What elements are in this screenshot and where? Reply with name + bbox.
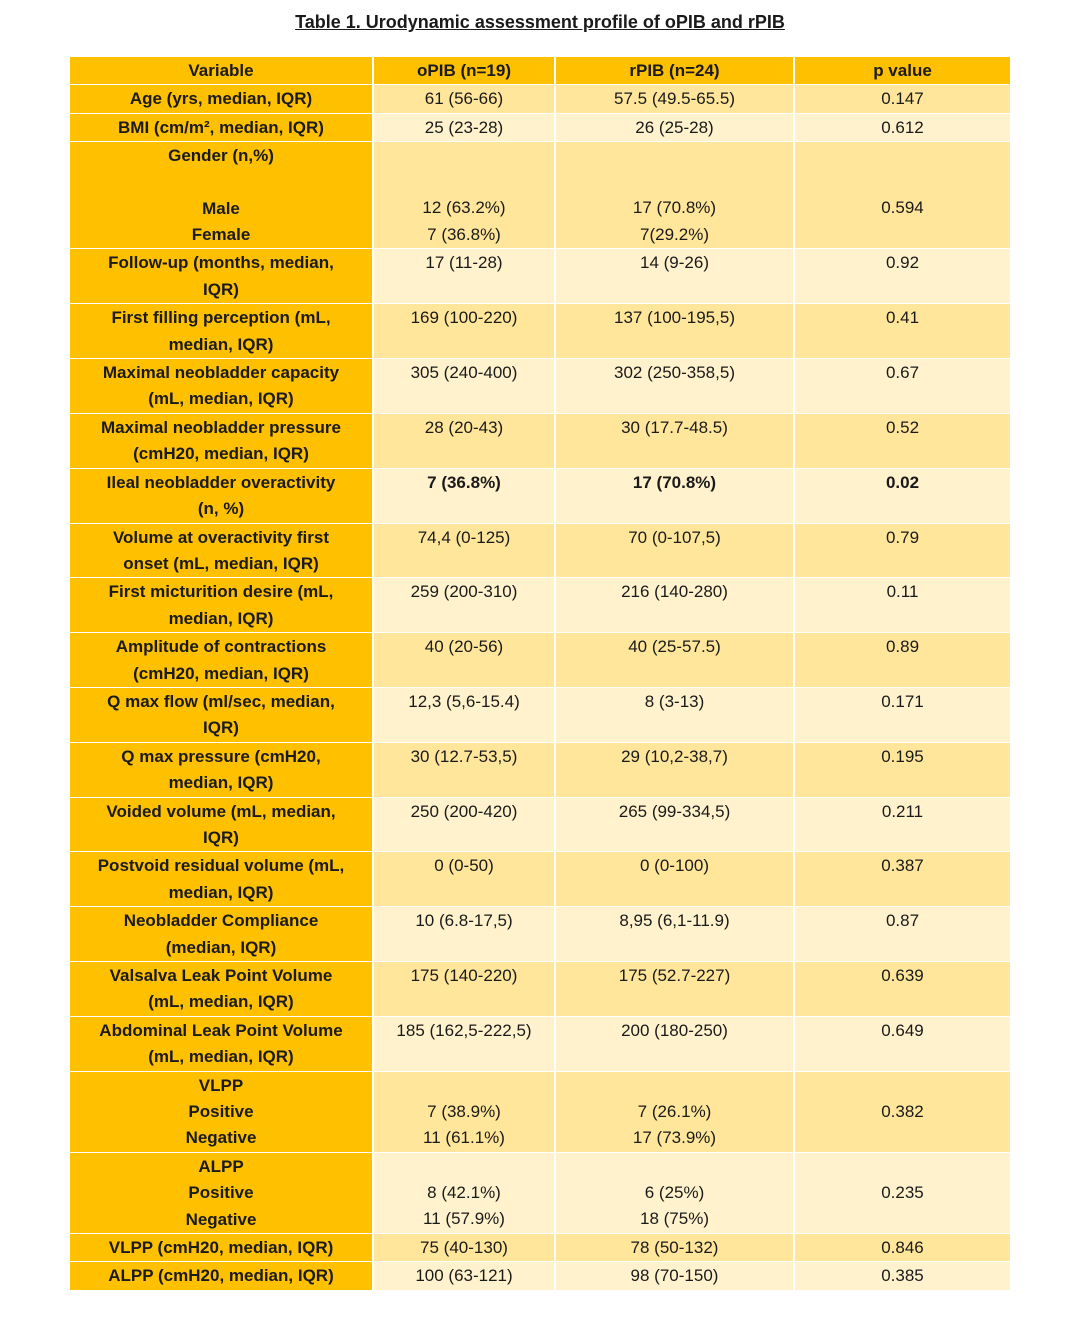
cell-rpib (555, 852, 794, 907)
cell-line: Volume at overactivity first (112, 527, 330, 547)
cell-line: (n, %) (197, 499, 245, 519)
cell-line: 216 (140-280) (621, 582, 728, 602)
table-header-row (70, 57, 1010, 85)
cell-line: 0.171 (881, 691, 924, 711)
cell-line: 0.89 (885, 637, 920, 657)
cell-line: 259 (200-310) (410, 582, 518, 602)
cell-opib (373, 1152, 555, 1233)
cell-line: 11 (61.1%) (423, 1128, 505, 1148)
cell-line: 7 (36.8%) (427, 472, 501, 492)
cell-rpib (555, 1071, 794, 1152)
cell-variable (70, 852, 373, 907)
cell-line (562, 143, 787, 169)
cell-variable (70, 113, 373, 141)
cell-line (562, 169, 787, 195)
cell-line: (cmH20, median, IQR) (133, 444, 309, 464)
cell-variable (70, 85, 373, 113)
cell-line: Age (yrs, median, IQR) (129, 89, 313, 109)
cell-line: 0.195 (881, 746, 924, 766)
cell-line: 25 (23-28) (424, 117, 504, 137)
cell-line: 7 (26.1%) (637, 1101, 712, 1121)
table-row (70, 468, 1010, 523)
cell-line: (mL, median, IQR) (148, 992, 294, 1012)
cell-rpib (555, 687, 794, 742)
cell-line: VLPP (cmH20, median, IQR) (108, 1238, 334, 1258)
cell-line: Amplitude of contractions (115, 637, 327, 657)
cell-line: 0 (0-50) (434, 856, 494, 876)
cell-line (76, 170, 366, 196)
cell-line: 0.92 (885, 253, 920, 273)
cell-rpib (555, 113, 794, 141)
cell-line: Maximal neobladder pressure (101, 417, 341, 437)
cell-variable (70, 142, 373, 249)
cell-line: Gender (n,%) (168, 146, 274, 166)
cell-p-value (794, 907, 1010, 962)
cell-line: 0.87 (885, 911, 920, 931)
cell-line: Voided volume (mL, median, (106, 801, 336, 821)
cell-line (380, 169, 548, 195)
cell-line: 75 (40-130) (420, 1238, 508, 1258)
cell-variable (70, 413, 373, 468)
cell-line: 0.147 (881, 89, 924, 109)
cell-line: 26 (25-28) (635, 117, 714, 137)
cell-variable (70, 962, 373, 1017)
cell-line: 57.5 (49.5-65.5) (614, 89, 735, 109)
cell-opib (373, 1071, 555, 1152)
cell-line: 17 (70.8%) (632, 198, 717, 218)
cell-line: BMI (cm/m², median, IQR) (118, 117, 324, 137)
cell-p-value (794, 304, 1010, 359)
cell-p-value (794, 468, 1010, 523)
cell-line: IQR) (203, 827, 239, 847)
cell-p-value (794, 359, 1010, 414)
cell-line: IQR) (203, 718, 239, 738)
cell-opib (373, 85, 555, 113)
cell-line: Q max pressure (cmH20, (121, 746, 321, 766)
cell-line: 200 (180-250) (621, 1020, 728, 1040)
cell-line: (mL, median, IQR) (148, 1047, 294, 1067)
cell-line: 12,3 (5,6-15.4) (408, 691, 520, 711)
cell-line: 0.02 (885, 472, 920, 492)
cell-opib (373, 907, 555, 962)
cell-variable (70, 1016, 373, 1071)
cell-opib (373, 468, 555, 523)
cell-p-value (794, 687, 1010, 742)
cell-line: 40 (20-56) (424, 637, 504, 657)
table-row (70, 797, 1010, 852)
cell-line: First filling perception (mL, (111, 308, 331, 328)
cell-line: ALPP (198, 1156, 244, 1176)
urodynamic-table (70, 56, 1010, 1290)
cell-line: 100 (63-121) (415, 1266, 513, 1286)
cell-line: 175 (52.7-227) (618, 966, 731, 985)
cell-rpib (555, 304, 794, 359)
cell-opib (373, 113, 555, 141)
cell-rpib (555, 359, 794, 414)
table-row (70, 304, 1010, 359)
cell-line: 7 (36.8%) (427, 224, 501, 244)
cell-rpib (555, 523, 794, 578)
cell-variable (70, 468, 373, 523)
cell-line: 0.612 (881, 117, 924, 137)
cell-rpib (555, 797, 794, 852)
cell-opib (373, 687, 555, 742)
cell-p-value (794, 1262, 1010, 1290)
cell-line: 169 (100-220) (410, 308, 518, 328)
cell-line: 0.11 (886, 582, 919, 602)
cell-rpib (555, 1016, 794, 1071)
table-row (70, 85, 1010, 113)
cell-line: onset (mL, median, IQR) (123, 553, 319, 573)
cell-rpib (555, 1152, 794, 1233)
cell-rpib (555, 962, 794, 1017)
cell-line: Q max flow (ml/sec, median, (107, 691, 335, 711)
cell-opib (373, 578, 555, 633)
cell-line: 11 (57.9%) (423, 1209, 505, 1229)
cell-line: (mL, median, IQR) (148, 389, 294, 409)
cell-line: Postvoid residual volume (mL, (97, 856, 345, 876)
cell-rpib (555, 468, 794, 523)
cell-line: 17 (70.8%) (632, 472, 717, 492)
cell-line: median, IQR) (168, 608, 274, 628)
table-row (70, 1071, 1010, 1152)
cell-line: Female (191, 225, 251, 245)
cell-line: Abdominal Leak Point Volume (99, 1020, 343, 1040)
cell-variable (70, 359, 373, 414)
cell-p-value (794, 113, 1010, 141)
cell-line: Maximal neobladder capacity (102, 363, 340, 383)
cell-p-value (794, 413, 1010, 468)
cell-rpib (555, 1234, 794, 1262)
cell-opib (373, 413, 555, 468)
cell-p-value (794, 962, 1010, 1017)
cell-line (801, 1154, 1004, 1180)
header-opib: oPIB (n=19) (373, 57, 555, 85)
cell-line: 6 (25%) (644, 1182, 705, 1202)
table-row (70, 633, 1010, 688)
table-row (70, 1234, 1010, 1262)
cell-line (801, 143, 1004, 169)
cell-rpib (555, 1262, 794, 1290)
cell-variable (70, 687, 373, 742)
table-body (70, 85, 1010, 1290)
cell-opib (373, 852, 555, 907)
table-row (70, 142, 1010, 249)
cell-rpib (555, 907, 794, 962)
cell-p-value (794, 249, 1010, 304)
cell-line: 61 (56-66) (424, 89, 504, 109)
cell-line: 302 (250-358,5) (614, 363, 735, 383)
cell-opib (373, 1262, 555, 1290)
cell-opib (373, 1234, 555, 1262)
cell-variable (70, 578, 373, 633)
cell-line: Valsalva Leak Point Volume (109, 966, 333, 985)
cell-rpib (555, 249, 794, 304)
cell-line (801, 1073, 1004, 1099)
cell-p-value (794, 523, 1010, 578)
cell-line: First micturition desire (mL, (108, 582, 334, 602)
cell-line: 98 (70-150) (630, 1266, 719, 1286)
table-row (70, 113, 1010, 141)
cell-p-value (794, 1234, 1010, 1262)
cell-opib (373, 142, 555, 249)
header-variable: Variable (70, 57, 373, 85)
cell-line: median, IQR) (168, 882, 274, 902)
cell-variable (70, 1262, 373, 1290)
table-row (70, 578, 1010, 633)
cell-opib (373, 962, 555, 1017)
cell-line: 12 (63.2%) (422, 198, 506, 218)
cell-line: 7(29.2%) (640, 224, 709, 244)
cell-variable (70, 907, 373, 962)
cell-line: Ileal neobladder overactivity (106, 472, 336, 492)
cell-line: 185 (162,5-222,5) (396, 1020, 532, 1040)
cell-line: (median, IQR) (165, 937, 277, 957)
cell-line: 0.382 (881, 1101, 924, 1121)
cell-line: 0.649 (881, 1020, 924, 1040)
cell-line: 40 (25-57.5) (628, 637, 721, 657)
cell-line: 28 (20-43) (424, 417, 504, 437)
cell-variable (70, 249, 373, 304)
cell-line: (cmH20, median, IQR) (133, 663, 309, 683)
cell-opib (373, 523, 555, 578)
cell-line: 0.846 (881, 1238, 924, 1258)
cell-line: 175 (140-220) (410, 966, 518, 985)
cell-variable (70, 523, 373, 578)
cell-line: 14 (9-26) (640, 253, 709, 273)
cell-line: 0.52 (885, 417, 920, 437)
cell-line: 17 (11-28) (425, 253, 503, 273)
cell-line: 0 (0-100) (640, 856, 709, 876)
cell-line: median, IQR) (168, 773, 274, 793)
cell-line: 7 (38.9%) (427, 1101, 501, 1121)
cell-line: VLPP (198, 1075, 244, 1095)
cell-line: 265 (99-334,5) (618, 801, 731, 821)
cell-opib (373, 797, 555, 852)
cell-line: Negative (185, 1209, 257, 1229)
cell-rpib (555, 742, 794, 797)
cell-p-value (794, 578, 1010, 633)
cell-line: 0.79 (885, 527, 920, 547)
cell-line: 10 (6.8-17,5) (415, 911, 513, 931)
cell-p-value (794, 852, 1010, 907)
table-row (70, 852, 1010, 907)
cell-line: 0.67 (885, 363, 920, 383)
cell-line: 18 (75%) (640, 1209, 709, 1229)
table-row (70, 249, 1010, 304)
cell-line: 0.235 (881, 1182, 924, 1202)
cell-p-value (794, 797, 1010, 852)
cell-line: Negative (185, 1128, 257, 1148)
cell-line (562, 1073, 787, 1099)
cell-line: 74,4 (0-125) (417, 527, 511, 547)
cell-line: Positive (188, 1183, 254, 1203)
cell-line (380, 1073, 548, 1099)
cell-p-value (794, 1152, 1010, 1233)
cell-rpib (555, 413, 794, 468)
header-p-value: p value (794, 57, 1010, 85)
cell-rpib (555, 633, 794, 688)
table-row (70, 907, 1010, 962)
cell-variable (70, 797, 373, 852)
cell-p-value (794, 742, 1010, 797)
cell-rpib (555, 85, 794, 113)
table-row (70, 359, 1010, 414)
table-row (70, 1152, 1010, 1233)
cell-variable (70, 1152, 373, 1233)
cell-line: 30 (17.7-48.5) (621, 417, 728, 437)
cell-p-value (794, 633, 1010, 688)
cell-line: 30 (12.7-53,5) (410, 746, 518, 766)
cell-line: 250 (200-420) (410, 801, 518, 821)
cell-rpib (555, 578, 794, 633)
cell-line (380, 143, 548, 169)
cell-rpib (555, 142, 794, 249)
cell-variable (70, 304, 373, 359)
table-title: Table 1. Urodynamic assessment profile of oPIB and rPIB (295, 12, 785, 32)
cell-line (380, 1154, 548, 1180)
cell-opib (373, 633, 555, 688)
table-row (70, 1262, 1010, 1290)
cell-opib (373, 249, 555, 304)
table-row (70, 1016, 1010, 1071)
cell-line: 78 (50-132) (630, 1238, 719, 1258)
cell-line: 8 (42.1%) (427, 1182, 501, 1202)
cell-opib (373, 1016, 555, 1071)
cell-line: 0.385 (881, 1266, 924, 1286)
cell-opib (373, 304, 555, 359)
cell-line: 0.639 (881, 966, 924, 985)
cell-line: 0.211 (881, 801, 924, 821)
cell-variable (70, 633, 373, 688)
cell-p-value (794, 142, 1010, 249)
table-row (70, 962, 1010, 1017)
cell-p-value (794, 1016, 1010, 1071)
cell-line: 305 (240-400) (410, 363, 518, 383)
cell-variable (70, 1071, 373, 1152)
cell-p-value (794, 85, 1010, 113)
header-rpib: rPIB (n=24) (555, 57, 794, 85)
cell-line: 0.387 (881, 856, 924, 876)
cell-opib (373, 742, 555, 797)
cell-line: Neobladder Compliance (123, 911, 319, 931)
cell-line: 137 (100-195,5) (614, 308, 735, 328)
cell-variable (70, 742, 373, 797)
cell-opib (373, 359, 555, 414)
cell-line: Positive (188, 1102, 254, 1122)
cell-line (562, 1154, 787, 1180)
table-row (70, 742, 1010, 797)
cell-variable (70, 1234, 373, 1262)
cell-line: median, IQR) (168, 334, 274, 354)
cell-line: 0.41 (885, 308, 920, 328)
table-row (70, 523, 1010, 578)
cell-line: 0.594 (881, 198, 924, 218)
cell-line: IQR) (203, 279, 239, 299)
cell-p-value (794, 1071, 1010, 1152)
table-row (70, 687, 1010, 742)
cell-line: 70 (0-107,5) (628, 527, 721, 547)
cell-line: 17 (73.9%) (632, 1128, 717, 1148)
cell-line: Male (202, 198, 240, 218)
cell-line: 29 (10,2-38,7) (621, 746, 728, 766)
table-row (70, 413, 1010, 468)
cell-line: 8 (3-13) (644, 691, 705, 711)
cell-line: Follow-up (months, median, (108, 253, 334, 273)
cell-line: 8,95 (6,1-11.9) (619, 911, 730, 931)
cell-line: ALPP (cmH20, median, IQR) (108, 1266, 334, 1286)
cell-line (801, 169, 1004, 195)
